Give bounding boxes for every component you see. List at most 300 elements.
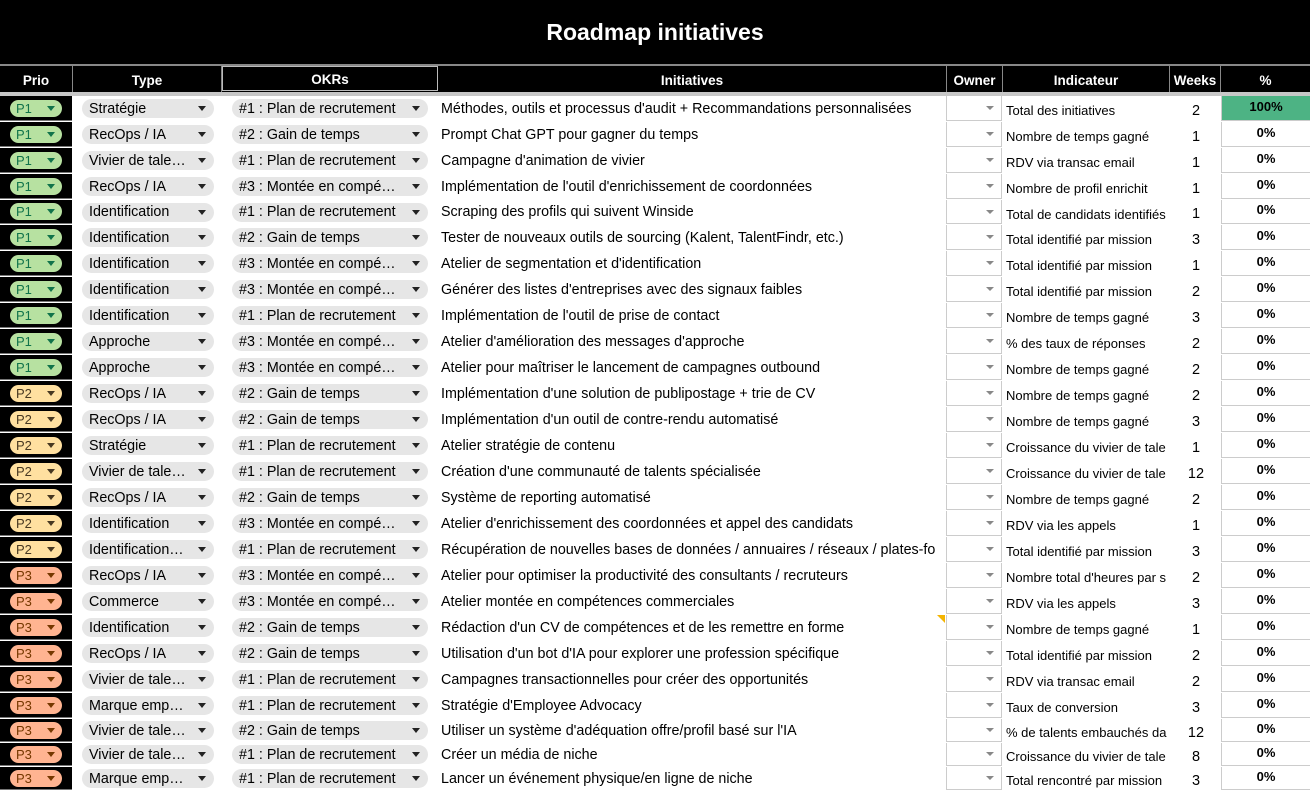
type-dropdown[interactable] [82,696,214,715]
indicateur-cell[interactable]: Total identifié par mission [1006,648,1152,663]
percent-cell[interactable]: 0% [1221,433,1310,458]
initiative-cell[interactable]: Scraping des profils qui suivent Winside [441,204,694,220]
initiative-cell[interactable]: Utilisation d'un bot d'IA pour explorer une profession spécifique [441,645,840,662]
indicateur-cell[interactable]: Total identifié par mission [1006,284,1152,299]
prio-dropdown[interactable] [10,333,62,350]
initiative-cell[interactable]: Atelier pour maîtriser le lancement de campagnes outbound [441,359,821,376]
type-dropdown[interactable] [82,566,214,585]
owner-dropdown[interactable] [946,277,1002,302]
indicateur-cell[interactable]: % de talents embauchés da [1006,725,1167,740]
initiative-cell[interactable]: Système de reporting automatisé [441,489,651,506]
okr-dropdown[interactable] [232,384,428,403]
percent-cell[interactable]: 0% [1221,381,1310,406]
weeks-cell[interactable]: 1 [1191,517,1201,534]
indicateur-cell[interactable]: Total identifié par mission [1006,544,1152,559]
type-dropdown[interactable] [82,592,214,611]
percent-cell[interactable]: 0% [1221,563,1310,588]
weeks-cell[interactable]: 2 [1191,387,1201,404]
weeks-cell[interactable]: 1 [1191,180,1201,197]
weeks-cell[interactable]: 3 [1191,772,1201,789]
type-dropdown[interactable] [82,384,214,403]
indicateur-cell[interactable]: Total des initiatives [1006,103,1116,118]
type-dropdown[interactable] [82,618,214,637]
header-owner[interactable]: Owner [947,66,1003,92]
header-okrs[interactable]: OKRs [222,66,438,91]
percent-cell[interactable]: 0% [1221,511,1310,536]
percent-cell[interactable]: 0% [1221,485,1310,510]
initiative-cell[interactable]: Lancer un événement physique/en ligne de niche [441,770,753,787]
indicateur-cell[interactable]: Nombre de temps gagné [1006,414,1150,429]
chevron-down-icon [198,106,206,111]
indicateur-cell[interactable]: Nombre de temps gagné [1006,388,1150,403]
percent-cell[interactable]: 0% [1221,641,1310,666]
okr-value: #2 : Gain de temps [239,126,360,143]
weeks-cell[interactable]: 3 [1191,413,1201,430]
indicateur-cell[interactable]: Nombre de temps gagné [1006,362,1150,377]
type-dropdown[interactable] [82,151,214,170]
percent-cell[interactable]: 0% [1221,667,1310,692]
chevron-down-icon [198,417,206,422]
indicateur-cell[interactable]: RDV via les appels [1006,596,1116,611]
prio-value: P3 [16,746,32,762]
initiative-cell[interactable]: Prompt Chat GPT pour gagner du temps [441,126,699,143]
initiative-cell[interactable]: Stratégie d'Employee Advocacy [441,697,642,714]
initiative-cell[interactable]: Atelier pour optimiser la productivité des consultants / recruteurs [441,567,848,584]
prio-value: P1 [16,100,32,116]
type-dropdown[interactable] [82,462,214,481]
type-value: Identification [89,229,170,246]
okr-dropdown[interactable] [232,177,428,196]
prio-value: P1 [16,204,32,219]
header-initiatives[interactable]: Initiatives [438,66,947,92]
initiative-cell[interactable]: Méthodes, outils et processus d'audit + Recommandations personnalisées [441,100,912,117]
weeks-cell[interactable]: 3 [1191,543,1201,560]
header-indicateur[interactable]: Indicateur [1003,66,1170,92]
indicateur-cell[interactable]: Croissance du vivier de tale [1006,466,1166,481]
chevron-down-icon [198,776,206,781]
type-value: Identification [89,281,170,298]
chevron-down-icon [47,287,55,292]
okr-dropdown[interactable] [232,592,428,611]
prio-value: P3 [16,645,32,661]
weeks-cell[interactable]: 1 [1191,154,1201,171]
indicateur-cell[interactable]: Nombre de profil enrichit [1006,181,1148,196]
okr-dropdown[interactable] [232,99,428,118]
type-dropdown[interactable] [82,125,214,144]
initiative-cell[interactable]: Atelier stratégie de contenu [441,437,616,454]
weeks-cell[interactable]: 2 [1191,673,1201,690]
type-dropdown[interactable] [82,99,214,118]
chevron-down-icon [47,547,55,552]
okr-dropdown[interactable] [232,644,428,663]
weeks-cell[interactable]: 2 [1191,491,1201,508]
prio-dropdown[interactable] [10,619,62,636]
header-prio[interactable]: Prio [0,66,73,92]
type-value: Vivier de tale… [89,722,186,739]
weeks-cell[interactable]: 2 [1191,102,1201,119]
type-value: Identification [89,619,170,636]
indicateur-cell[interactable]: Total rencontré par mission [1006,773,1163,788]
owner-dropdown[interactable] [946,589,1002,614]
owner-dropdown[interactable] [946,563,1002,588]
prio-cell [0,303,72,328]
type-value: Vivier de tale… [89,152,186,169]
type-cell [82,615,214,640]
prio-dropdown[interactable] [10,411,62,428]
indicateur-cell[interactable]: Croissance du vivier de tale [1006,440,1166,455]
okr-dropdown[interactable] [232,151,428,170]
initiative-cell[interactable]: Générer des listes d'entreprises avec des signaux faibles [441,281,803,298]
prio-dropdown[interactable] [10,697,62,714]
initiative-cell[interactable]: Créer un média de niche [441,746,598,763]
owner-dropdown[interactable] [946,459,1002,484]
indicateur-cell[interactable]: Total de candidats identifiés [1006,206,1166,222]
chevron-down-icon [198,235,206,240]
okr-dropdown[interactable] [232,332,428,351]
okr-cell [232,743,428,766]
initiative-cell[interactable]: Campagnes transactionnelles pour créer des opportunités [441,671,809,688]
type-dropdown[interactable] [82,280,214,299]
weeks-cell[interactable]: 1 [1191,257,1201,274]
chevron-down-icon [47,469,55,474]
type-cell [82,381,214,406]
percent-cell[interactable]: 0% [1221,148,1310,173]
chevron-down-icon [986,313,994,317]
owner-dropdown[interactable] [946,667,1002,692]
percent-cell[interactable]: 0% [1221,329,1310,354]
type-value: RecOps / IA [89,126,167,143]
okr-dropdown[interactable] [232,410,428,429]
type-value: RecOps / IA [89,411,167,428]
type-dropdown[interactable] [82,228,214,247]
percent-cell[interactable]: 100% [1221,96,1310,121]
okr-dropdown[interactable] [232,566,428,585]
table-row [0,459,1310,485]
owner-dropdown[interactable] [946,693,1002,718]
type-cell [82,122,214,147]
initiative-cell[interactable]: Implémentation de l'outil de prise de contact [441,307,720,324]
type-dropdown[interactable] [82,177,214,196]
type-dropdown[interactable] [82,410,214,429]
owner-dropdown[interactable] [946,225,1002,250]
chevron-down-icon [198,261,206,266]
owner-dropdown[interactable] [946,537,1002,562]
type-value: Vivier de tale… [89,463,186,480]
percent-cell[interactable]: 0% [1221,355,1310,380]
weeks-cell[interactable]: 1 [1191,439,1201,456]
percent-cell[interactable]: 0% [1221,303,1310,328]
owner-dropdown[interactable] [946,96,1002,121]
okr-cell [232,433,428,458]
okr-dropdown[interactable] [232,254,428,273]
weeks-cell[interactable]: 2 [1191,569,1201,586]
percent-cell[interactable]: 0% [1221,767,1310,790]
prio-dropdown[interactable] [10,178,62,195]
okr-value: #3 : Montée en compé… [239,333,396,350]
okr-dropdown[interactable] [232,696,428,715]
prio-cell [0,381,72,406]
prio-dropdown[interactable] [10,359,62,376]
chevron-down-icon [47,261,55,266]
okr-dropdown[interactable] [232,540,428,559]
chevron-down-icon [198,132,206,137]
prio-dropdown[interactable] [10,515,62,532]
owner-dropdown[interactable] [946,251,1002,276]
prio-dropdown[interactable] [10,100,62,117]
table-row [0,667,1310,693]
okr-dropdown[interactable] [232,280,428,299]
owner-dropdown[interactable] [946,615,1002,640]
okr-dropdown[interactable] [232,436,428,455]
prio-dropdown[interactable] [10,255,62,272]
initiative-cell[interactable]: Atelier d'amélioration des messages d'approche [441,333,745,350]
prio-dropdown[interactable] [10,463,62,480]
prio-cell [0,148,72,173]
percent-cell[interactable]: 0% [1221,251,1310,276]
weeks-cell[interactable]: 3 [1191,595,1201,612]
prio-cell [0,537,72,562]
initiative-cell[interactable]: Implémentation de l'outil d'enrichissement de coordonnées [441,178,813,195]
indicateur-cell[interactable]: Nombre de temps gagné [1006,622,1150,637]
prio-dropdown[interactable] [10,770,62,787]
weeks-cell[interactable]: 8 [1191,748,1201,765]
indicateur-cell[interactable]: RDV via transac email [1006,155,1135,170]
percent-cell[interactable]: 0% [1221,122,1310,147]
okr-dropdown[interactable] [232,670,428,689]
chevron-down-icon [986,184,994,188]
okr-cell [232,122,428,147]
percent-cell[interactable]: 0% [1221,225,1310,250]
weeks-cell[interactable]: 2 [1191,361,1201,378]
chevron-down-icon [412,573,420,578]
chevron-down-icon [198,391,206,396]
header-percent[interactable]: % [1259,72,1272,88]
owner-dropdown[interactable] [946,174,1002,199]
type-value: Commerce [89,593,159,610]
okr-dropdown[interactable] [232,488,428,507]
prio-dropdown[interactable] [10,645,62,662]
prio-dropdown[interactable] [10,281,62,298]
weeks-cell[interactable]: 3 [1191,309,1201,326]
percent-cell[interactable]: 0% [1221,200,1310,224]
type-dropdown[interactable] [82,254,214,273]
type-dropdown[interactable] [82,670,214,689]
indicateur-cell[interactable]: Nombre de temps gagné [1006,310,1150,325]
okr-value: #3 : Montée en compé… [239,255,396,272]
initiative-cell[interactable]: Campagne d'animation de vivier [441,152,645,169]
indicateur-cell[interactable]: Croissance du vivier de tale [1006,749,1166,764]
indicateur-cell[interactable]: Total identifié par mission [1006,258,1152,273]
chevron-down-icon [986,495,994,499]
type-dropdown[interactable] [82,306,214,325]
chevron-down-icon [47,443,55,448]
owner-dropdown[interactable] [946,407,1002,432]
indicateur-cell[interactable]: RDV via transac email [1006,674,1135,689]
type-dropdown[interactable] [82,358,214,377]
indicateur-cell[interactable]: % des taux de réponses [1006,336,1146,351]
header-weeks[interactable]: Weeks [1170,66,1221,92]
chevron-down-icon [412,106,420,111]
okr-cell [232,485,428,510]
prio-value: P1 [16,333,32,349]
owner-dropdown[interactable] [946,122,1002,147]
initiative-cell[interactable]: Tester de nouveaux outils de sourcing (Kalent, TalentFindr, etc.) [441,229,844,246]
table-row [0,511,1310,537]
prio-dropdown[interactable] [10,567,62,584]
header-type[interactable]: Type [73,66,222,92]
owner-dropdown[interactable] [946,433,1002,458]
initiative-cell[interactable]: Implémentation d'un outil de contre-rendu automatisé [441,411,779,428]
type-value: RecOps / IA [89,489,167,506]
owner-dropdown[interactable] [946,200,1002,224]
initiative-cell[interactable]: Création d'une communauté de talents spécialisée [441,463,761,480]
type-cell [82,767,214,790]
percent-cell[interactable]: 0% [1221,615,1310,640]
prio-cell [0,563,72,588]
table-row [0,381,1310,407]
type-dropdown[interactable] [82,769,214,788]
initiative-cell[interactable]: Récupération de nouvelles bases de données / annuaires / réseaux / plates-fo [441,541,936,558]
type-cell [82,303,214,328]
owner-dropdown[interactable] [946,355,1002,380]
okr-dropdown[interactable] [232,721,428,740]
initiative-cell[interactable]: Implémentation d'une solution de publipostage + trie de CV [441,385,816,402]
chevron-down-icon [47,728,55,733]
prio-dropdown[interactable] [10,203,62,220]
owner-dropdown[interactable] [946,303,1002,328]
percent-cell[interactable]: 0% [1221,589,1310,614]
okr-dropdown[interactable] [232,228,428,247]
chevron-down-icon [986,547,994,551]
owner-dropdown[interactable] [946,743,1002,766]
chevron-down-icon [198,625,206,630]
indicateur-cell[interactable]: Nombre total d'heures par s [1006,570,1167,585]
chevron-down-icon [47,495,55,500]
type-cell [82,485,214,510]
weeks-cell[interactable]: 2 [1191,647,1201,664]
initiative-cell[interactable]: Atelier montée en compétences commerciales [441,593,735,610]
table-row [0,641,1310,667]
okr-dropdown[interactable] [232,125,428,144]
type-dropdown[interactable] [82,745,214,764]
prio-value: P3 [16,722,32,738]
indicateur-cell[interactable]: RDV via les appels [1006,518,1116,533]
prio-dropdown[interactable] [10,229,62,246]
percent-cell[interactable]: 0% [1221,459,1310,484]
owner-dropdown[interactable] [946,381,1002,406]
okr-dropdown[interactable] [232,769,428,788]
okr-value: #2 : Gain de temps [239,489,360,506]
indicateur-cell[interactable]: Taux de conversion [1006,700,1119,715]
prio-dropdown[interactable] [10,307,62,324]
type-dropdown[interactable] [82,332,214,351]
initiative-cell[interactable]: Utiliser un système d'adéquation offre/profil basé sur l'IA [441,722,797,739]
prio-dropdown[interactable] [10,671,62,688]
prio-dropdown[interactable] [10,126,62,143]
initiative-cell[interactable]: Atelier d'enrichissement des coordonnées et appel des candidats [441,515,854,532]
okr-dropdown[interactable] [232,203,428,222]
chevron-down-icon [986,210,994,214]
initiative-cell[interactable]: Atelier de segmentation et d'identification [441,255,702,272]
owner-dropdown[interactable] [946,485,1002,510]
prio-value: P3 [16,567,32,583]
percent-cell[interactable]: 0% [1221,537,1310,562]
chevron-down-icon [412,752,420,757]
weeks-cell[interactable]: 1 [1191,206,1201,222]
prio-dropdown[interactable] [10,437,62,454]
type-dropdown[interactable] [82,644,214,663]
prio-dropdown[interactable] [10,541,62,558]
weeks-cell[interactable]: 12 [1187,465,1205,482]
type-dropdown[interactable] [82,540,214,559]
type-dropdown[interactable] [82,721,214,740]
okr-dropdown[interactable] [232,618,428,637]
okr-value: #3 : Montée en compé… [239,281,396,298]
okr-dropdown[interactable] [232,745,428,764]
owner-dropdown[interactable] [946,719,1002,742]
prio-dropdown[interactable] [10,722,62,739]
okr-dropdown[interactable] [232,306,428,325]
owner-dropdown[interactable] [946,511,1002,536]
initiative-cell[interactable]: Rédaction d'un CV de compétences et de les remettre en forme [441,619,845,636]
chevron-down-icon [198,573,206,578]
indicateur-cell[interactable]: Nombre de temps gagné [1006,492,1150,507]
owner-dropdown[interactable] [946,641,1002,666]
chevron-down-icon [198,752,206,757]
weeks-cell[interactable]: 12 [1187,724,1205,741]
indicateur-cell[interactable]: Nombre de temps gagné [1006,129,1150,144]
chevron-down-icon [986,287,994,291]
owner-dropdown[interactable] [946,148,1002,173]
sheet-title-banner [0,0,1310,64]
percent-cell[interactable]: 0% [1221,407,1310,432]
prio-dropdown[interactable] [10,489,62,506]
prio-dropdown[interactable] [10,385,62,402]
weeks-cell[interactable]: 3 [1191,699,1201,716]
weeks-cell[interactable]: 1 [1191,128,1201,145]
type-value: Identification [89,204,170,220]
owner-dropdown[interactable] [946,329,1002,354]
prio-dropdown[interactable] [10,593,62,610]
prio-dropdown[interactable] [10,746,62,763]
weeks-cell[interactable]: 2 [1191,335,1201,352]
weeks-cell[interactable]: 3 [1191,231,1201,248]
chevron-down-icon [198,210,206,215]
type-dropdown[interactable] [82,488,214,507]
type-dropdown[interactable] [82,514,214,533]
okr-cell [232,277,428,302]
chevron-down-icon [412,469,420,474]
okr-value: #1 : Plan de recrutement [239,746,396,763]
weeks-cell[interactable]: 1 [1191,621,1201,638]
percent-cell[interactable]: 0% [1221,743,1310,766]
okr-dropdown[interactable] [232,462,428,481]
owner-dropdown[interactable] [946,767,1002,790]
weeks-cell[interactable]: 2 [1191,283,1201,300]
percent-cell[interactable]: 0% [1221,277,1310,302]
chevron-down-icon [986,339,994,343]
comment-indicator-icon[interactable] [937,615,945,623]
percent-cell[interactable]: 0% [1221,693,1310,718]
percent-cell[interactable]: 0% [1221,719,1310,742]
okr-dropdown[interactable] [232,358,428,377]
indicateur-cell[interactable]: Total identifié par mission [1006,232,1152,247]
prio-dropdown[interactable] [10,152,62,169]
type-dropdown[interactable] [82,203,214,222]
okr-dropdown[interactable] [232,514,428,533]
type-dropdown[interactable] [82,436,214,455]
percent-cell[interactable]: 0% [1221,174,1310,199]
